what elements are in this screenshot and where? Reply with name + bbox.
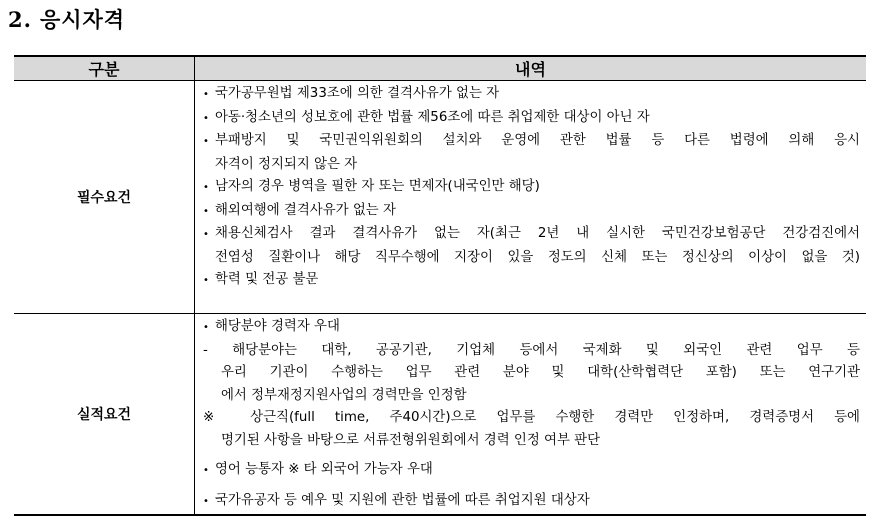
list-item: • 부패방지 및 국민권익위원회의 설치와 운영에 관한 법률 등 다른 법령에 의해 응시 [203, 130, 860, 154]
note-item: ※ 상근직(full time, 주40시간)으로 업무를 수행한 경력만 인정하며, 경력증명서 등에 [203, 410, 860, 425]
list-item-continuation: 전염성 질환이나 해당 직무수행에 지장이 있을 정도의 신체 또는 정신상의 이상이 없을 것) [215, 249, 860, 265]
list-item: • 해외여행에 결격사유가 없는 자 [203, 200, 860, 224]
list-item: • 학력 및 전공 불문 [203, 269, 860, 293]
note-item-continuation: 명기된 사항을 바탕으로 서류전형위원회에서 경력 인정 여부 판단 [221, 432, 601, 448]
table-header-row [14, 56, 866, 81]
row-content-experience [195, 314, 867, 516]
row-label-experience: 실적요건 [14, 314, 195, 516]
section-number: 2. [8, 7, 32, 32]
list-subitem-continuation: 우리 기관이 수행하는 업무 관련 분야 및 대학(산학협력단 포함) 또는 연구기관 [221, 365, 860, 380]
list-item: • 영어 능통자 ※ 타 외국어 가능자 우대 [203, 459, 860, 483]
header-category: 구분 [14, 56, 195, 81]
list-item: • 해당분야 경력자 우대 [203, 316, 860, 340]
list-item: • 채용신체검사 결과 결격사유가 없는 자(최근 2년 내 실시한 국민건강보험공단 건강검진에서 [203, 223, 860, 247]
table-row-experience [14, 314, 866, 516]
list-item: • 아동·청소년의 성보호에 관한 법률 제56조에 따른 취업제한 대상이 아닌 자 [203, 107, 860, 131]
list-subitem-continuation: 에서 정부재정지원사업의 경력만을 인정함 [221, 387, 467, 403]
list-item: • 남자의 경우 병역을 필한 자 또는 면제자(내국인만 해당) [203, 176, 860, 200]
list-subitem: - 해당분야는 대학, 공공기관, 기업체 등에서 국제화 및 외국인 관련 업무 등 [203, 342, 860, 358]
row-label-required: 필수요건 [14, 81, 195, 314]
section-title [8, 4, 125, 34]
list-item-continuation: 자격이 정지되지 않은 자 [215, 156, 358, 172]
qualification-table [14, 55, 866, 516]
table-row-required [14, 81, 866, 314]
row-content-required [195, 81, 867, 314]
section-heading: 응시자격 [39, 7, 126, 32]
list-item: • 국가공무원법 제33조에 의한 결격사유가 없는 자 [203, 83, 860, 107]
header-details: 내역 [195, 56, 867, 81]
list-item: • 국가유공자 등 예우 및 지원에 관한 법률에 따른 취업지원 대상자 [203, 490, 860, 514]
